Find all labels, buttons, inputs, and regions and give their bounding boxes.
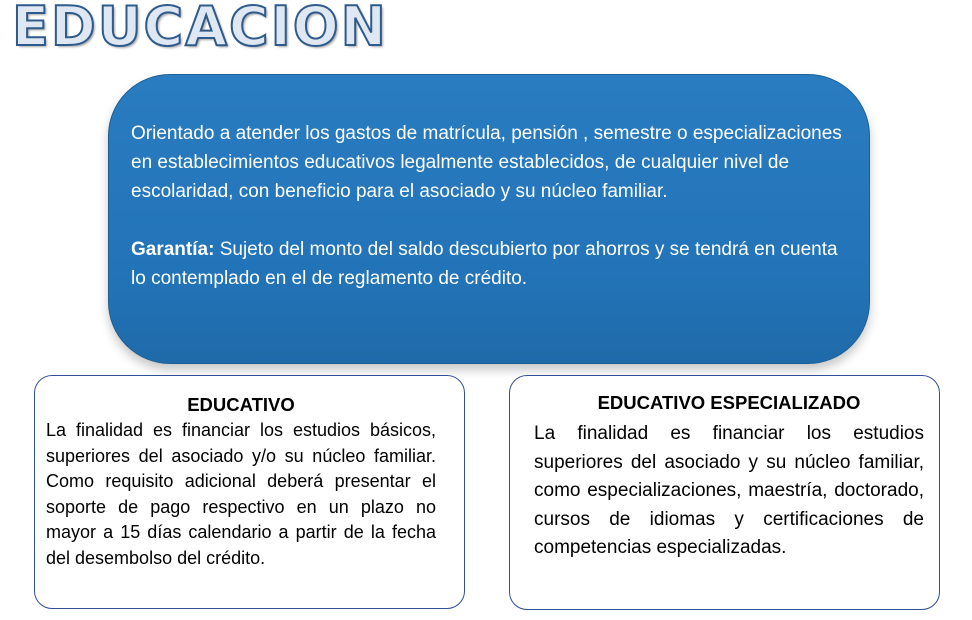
guarantee-paragraph — [131, 235, 849, 293]
card-educativo-especializado-body: La finalidad es financiar los estudios superiores del asociado y su núcleo familiar, como especializaciones, maestría, doctorado, cursos de idiomas y certificaciones de competencias especializadas. — [534, 423, 924, 558]
card-educativo-especializado — [509, 375, 940, 610]
card-educativo — [34, 375, 465, 609]
card-educativo-title: EDUCATIVO — [187, 394, 295, 415]
card-educativo-especializado-title: EDUCATIVO ESPECIALIZADO — [597, 392, 861, 413]
card-educativo-body: La finalidad es financiar los estudios básicos, superiores del asociado y/o su núcleo familiar. Como requisito adicional deberá presentar el soporte de pago respectivo en un plazo no mayor a 15 días calendario a partir de la fecha del desembolso del crédito. — [46, 420, 436, 568]
slide-title: EDUCACION — [12, 0, 388, 58]
guarantee-text: Sujeto del monto del saldo descubierto por ahorros y se tendrá en cuenta lo contemplado en el de reglamento de crédito. — [131, 239, 838, 289]
guarantee-label: Garantía: — [131, 239, 215, 260]
main-description-box — [108, 74, 870, 364]
main-description: Orientado a atender los gastos de matrícula, pensión , semestre o especializaciones en establecimientos educativos legalmente establecidos, de cualquier nivel de escolaridad, con beneficio para el asociado y su núcleo familiar. — [131, 123, 842, 202]
